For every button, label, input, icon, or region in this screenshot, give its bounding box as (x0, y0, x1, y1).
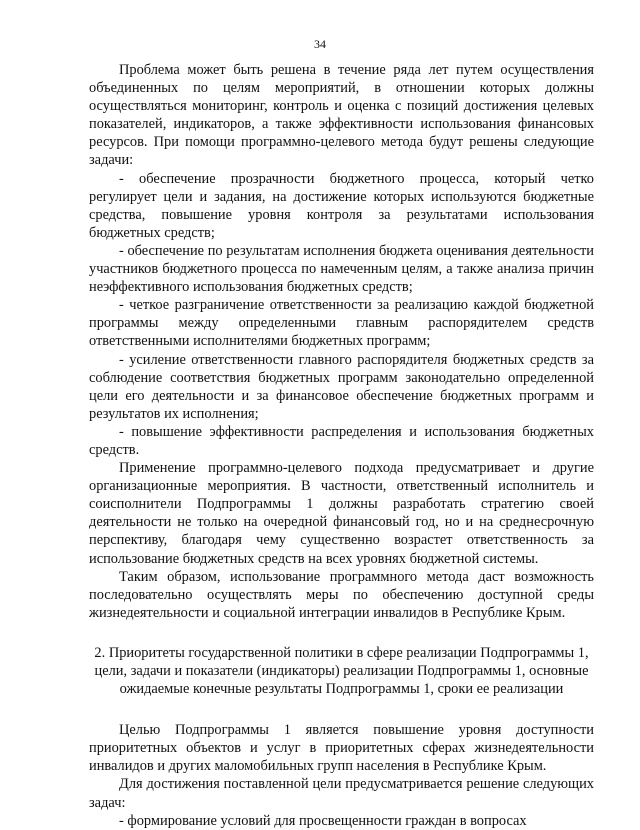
paragraph-conclusion: Таким образом, использование программного метода даст возможность последовательно осуществлять меры по обеспечению доступной среды жизнедеятельности и социальной интеграции инвалидов в Республике Крым. (89, 568, 594, 621)
list-item-efficiency-increase: - повышение эффективности распределения и использования бюджетных средств. (89, 423, 594, 458)
section-heading: 2. Приоритеты государственной политики в сфере реализации Подпрограммы 1, цели, задачи и показатели (индикаторы) реализации Подпрограммы 1, основные ожидаемые конечные результаты Подпрограммы 1, сроки ее реализации (94, 644, 589, 698)
document-body (89, 61, 594, 830)
list-item-budget-transparency: - обеспечение прозрачности бюджетного процесса, который четко регулирует цели и задания, на достижение которых используются бюджетные средства, повышение уровня контроля за результатами использования бюджетных средств; (89, 170, 594, 241)
list-item-budget-evaluation: - обеспечение по результатам исполнения бюджета оценивания деятельности участников бюджетного процесса по намеченным целям, а также анализа причин неэффективного использования бюджетных средств; (89, 242, 594, 296)
list-item-responsibility-strengthening: - усиление ответственности главного распорядителя бюджетных средств за соблюдение соответствия бюджетных программ законодательно определенной цели его деятельности и за финансовое обеспечение бюджетных программ и результатов их исполнения; (89, 351, 594, 422)
paragraph-program-approach: Применение программно-целевого подхода предусматривает и другие организационные мероприятия. В частности, ответственный исполнитель и соисполнители Подпрограммы 1 должны разработать стратегию своей деятельности не только на очередной финансовый год, но и на среднесрочную перспективу, благодаря чему существенно возрастет ответственность за использование бюджетных средств на всех уровнях бюджетной системы. (89, 460, 594, 567)
page-number: 34 (314, 37, 326, 51)
paragraph-problem-solution: Проблема может быть решена в течение ряда лет путем осуществления объединенных по целям мероприятий, в отношении которых должны осуществляться мониторинг, контроль и оценка с позиций достижения целевых показателей, индикаторов, а также эффективности использования финансовых ресурсов. При помощи программно-целевого метода будут решены следующие задачи: (89, 62, 594, 169)
section-spacer (89, 698, 594, 721)
paragraph-goal: Целью Подпрограммы 1 является повышение уровня доступности приоритетных объектов и услуг в приоритетных сферах жизнедеятельности инвалидов и других маломобильных групп населения в Республике Крым. (89, 722, 594, 775)
list-item-responsibility-division: - четкое разграничение ответственности за реализацию каждой бюджетной программы между определенными главным распорядителем средств ответственными исполнителями бюджетных программ; (89, 297, 594, 350)
section-spacer (89, 622, 594, 644)
paragraph-tasks-intro: Для достижения поставленной цели предусматривается решение следующих задач: (89, 776, 594, 811)
list-item-civic-awareness: - формирование условий для просвещенности граждан в вопросах (119, 812, 527, 829)
